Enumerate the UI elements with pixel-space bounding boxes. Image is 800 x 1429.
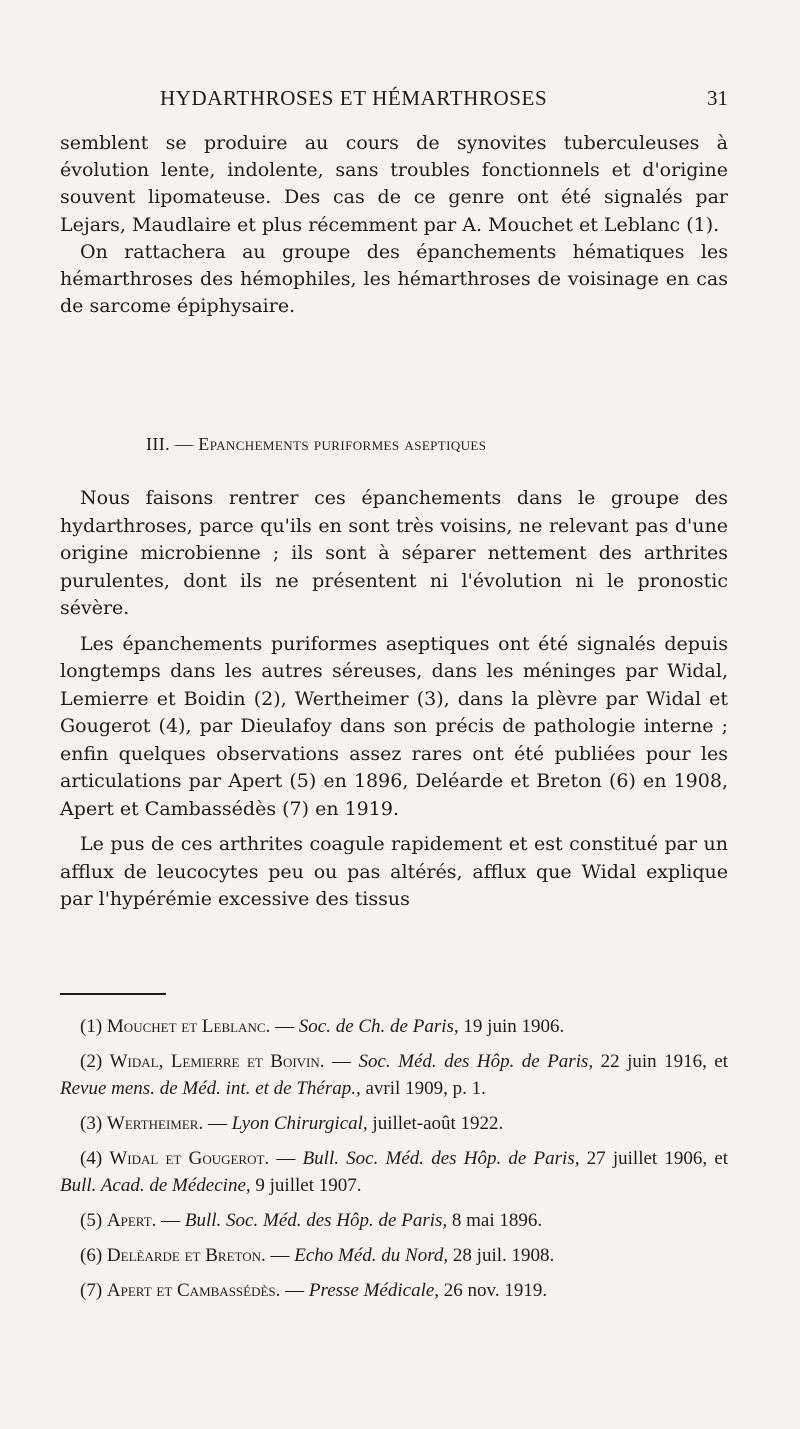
footnote-authors: Apert. bbox=[106, 1210, 157, 1231]
page-number: 31 bbox=[707, 86, 728, 110]
paragraph: Les épanchements puriformes aseptiques ont été signalés depuis longtemps dans les autres séreuses, dans les méninges par Widal, Lemierre et Boidin (2), Wertheimer (3), dans la plèvre par Widal et Gougerot (4), par Dieulafoy dans son précis de pathologie interne ; enfin quelques observations assez rares ont été publiées pour les articulations par Apert (5) en 1896, Deléarde et Breton (6) en 1908, Apert et Cambassédès (7) en 1919. bbox=[60, 632, 728, 820]
footnote-separator: — bbox=[265, 1245, 295, 1266]
paragraph: Le pus de ces arthrites coagule rapidement et est constitué par un afflux de leucocytes peu ou pas altérés, afflux que Widal explique par l'hypérémie excessive des tissus bbox=[60, 833, 728, 910]
footnote-source-2: Bull. Acad. de Médecine, bbox=[60, 1175, 251, 1196]
footnote-number: (6) bbox=[80, 1245, 103, 1266]
footnote-rest: juillet-août 1922. bbox=[367, 1113, 504, 1134]
footnote bbox=[60, 1277, 728, 1304]
footnote-divider bbox=[60, 993, 166, 995]
footnote-separator: — bbox=[324, 1051, 359, 1072]
paragraph: On rattachera au groupe des épanchements hématiques les hémarthroses des hémophiles, les hémarthroses de voisinage en cas de sarcome épiphysaire. bbox=[60, 240, 728, 318]
footnote bbox=[60, 1145, 728, 1199]
footnote bbox=[60, 1013, 728, 1040]
footnote-separator: — bbox=[269, 1148, 303, 1169]
page-header bbox=[60, 86, 728, 110]
footnote-number: (5) bbox=[80, 1210, 103, 1231]
footnote-separator: — bbox=[203, 1113, 232, 1134]
footnote-number: (4) bbox=[80, 1148, 103, 1169]
footnote-source: Soc. de Ch. de Paris, bbox=[298, 1016, 459, 1037]
footnote-number: (2) bbox=[80, 1051, 103, 1072]
footnote-rest-2: 9 juillet 1907. bbox=[250, 1175, 362, 1196]
footnote-source: Echo Méd. du Nord, bbox=[294, 1245, 449, 1266]
footnote-authors: Delèarde et Breton. bbox=[106, 1245, 266, 1266]
footnote-separator: — bbox=[280, 1280, 309, 1301]
section-number: III. — bbox=[146, 434, 194, 454]
paragraph: Nous faisons rentrer ces épanchements dans le groupe des hydarthroses, parce qu'ils en sont très voisins, ne relevant pas d'une origine microbienne ; ils sont à séparer nettement des arthrites purulentes, dont ils ne présentent ni l'évolution ni le pronostic sévère. bbox=[60, 487, 728, 619]
footnote-source: Presse Médicale, bbox=[308, 1280, 440, 1301]
footnote-authors: Wertheimer. bbox=[106, 1113, 204, 1134]
footnote-authors: Apert et Cambassédès. bbox=[106, 1280, 281, 1301]
footnote-source-2: Revue mens. de Méd. int. et de Thérap., bbox=[60, 1078, 361, 1099]
footnote-source: Bull. Soc. Méd. des Hôp. de Paris, bbox=[302, 1148, 580, 1169]
footnote bbox=[60, 1110, 728, 1137]
footnote-separator: — bbox=[270, 1016, 299, 1037]
footnote-separator: — bbox=[156, 1210, 185, 1231]
footnote-authors: Widal et Gougerot. bbox=[109, 1148, 270, 1169]
footnote-source: Soc. Méd. des Hôp. de Paris, bbox=[358, 1051, 594, 1072]
footnote-source: Bull. Soc. Méd. des Hôp. de Paris, bbox=[184, 1210, 448, 1231]
footnote-rest: 28 juil. 1908. bbox=[448, 1245, 555, 1266]
section-heading bbox=[146, 434, 486, 455]
footnote-number: (1) bbox=[80, 1016, 103, 1037]
footnotes bbox=[60, 1013, 728, 1312]
running-title: HYDARTHROSES ET HÉMARTHROSES bbox=[160, 86, 548, 110]
footnote bbox=[60, 1207, 728, 1234]
footnote-number: (7) bbox=[80, 1280, 103, 1301]
footnote bbox=[60, 1242, 728, 1269]
body-text-top bbox=[60, 130, 728, 320]
footnote-rest-2: avril 1909, p. 1. bbox=[360, 1078, 486, 1099]
footnote-rest: 19 juin 1906. bbox=[458, 1016, 565, 1037]
body-text-section bbox=[60, 485, 728, 914]
footnote-number: (3) bbox=[80, 1113, 103, 1134]
footnote-authors: Mouchet et Leblanc. bbox=[106, 1016, 271, 1037]
footnote bbox=[60, 1048, 728, 1102]
footnote-rest: 22 juin 1916, et bbox=[593, 1051, 729, 1072]
footnote-rest: 26 nov. 1919. bbox=[439, 1280, 548, 1301]
paragraph: semblent se produire au cours de synovites tuberculeuses à évolution lente, indolente, sans troubles fonctionnels et d'origine souvent lipomateuse. Des cas de ce genre ont été signalés par Lejars, Maudlaire et plus récemment par A. Mouchet et Leblanc (1). bbox=[60, 132, 728, 236]
footnote-rest: 8 mai 1896. bbox=[447, 1210, 543, 1231]
footnote-rest: 27 juillet 1906, et bbox=[579, 1148, 729, 1169]
section-title: Epanchements puriformes aseptiques bbox=[198, 434, 487, 454]
footnote-source: Lyon Chirurgical, bbox=[231, 1113, 368, 1134]
footnote-authors: Widal, Lemierre et Boivin. bbox=[109, 1051, 325, 1072]
